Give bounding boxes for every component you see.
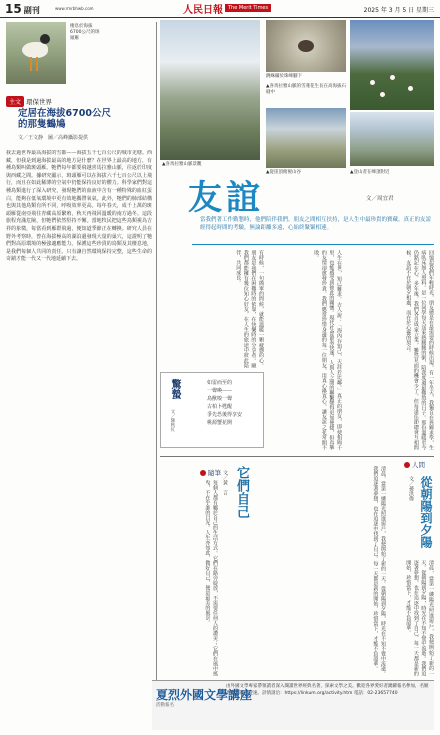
article-byline: 文／王文静 圖／高峰攝影提供	[18, 135, 89, 141]
issue-date: 2025 年 3 月 5 日 星期三	[363, 7, 434, 14]
essay-byline-2: 文／孫洪偉	[408, 476, 414, 501]
friendship-column-1: 回憶起我們年輕時光，朋友總是在最需要的時候出現。有一年冬天，我獨自在異鄉求學，生病臥床無人照料。是一位同學每天送來熱騰騰的粥，陪我度過最難熬的日子。那份溫暖至今仍銘記在心。多年後，我們各自成家立業，雖然見面的機會少了，但每逢佳節總會互相問候。友誼不在於朝夕相處，而在於心靈的契合。	[405, 250, 434, 450]
spider-caption: 跳蛛攝於珠峰腳下	[266, 74, 302, 79]
article-body: 我去過世界最高海拔的雪都——海拔五千七百公尺的城市羌塘。西藏，但我是到過海拔最高的地方是什麼？在世界上最高的地方，有種鳥類叫做斑頭雁。牠們每年都要飛越喜馬拉雅山脈，往返於印度與西藏之間。據研究顯示，斑頭雁可以在海拔六千七百公尺以上飛行，而且在如此稀薄的空氣中仍能保持良好的體力。科學家們對這種鳥類進行了深入研究，發現牠們的血液中含有一種特殊的血紅蛋白，能夠在低氧環境中更有效地攜帶氧氣。此外，牠們的肺部結構也與其他鳥類有所不同，呼吸效率更高。每年春天，成千上萬的斑頭雁從南亞飛往青藏高原繁殖，秋天再飛回溫暖的南方過冬。這段旅程充滿危險，但牠們依然堅持不懈。當地牧民把這些鳥類視為吉祥的象徵，每當看到雁群飛過，便知道季節正在轉換。研究人員在野外考察時，曾在海拔極高的湖泊邊發現大量的巢穴，這證明了牠們對高原環境的極強適應能力。保護這些珍貴的鳥類及其棲息地，是我們每個人共同的責任。只有讓自然環境保持完整，這些生命的奇蹟才能一代又一代地延續下去。	[6, 150, 152, 263]
brand-name-en: The Merit Times	[225, 4, 271, 12]
notes-dot-icon	[200, 470, 206, 476]
article-headline: 定居在海拔6700公尺 的那隻鶴鳩	[18, 108, 111, 130]
site-url[interactable]: www.rmrbhwb.com	[55, 6, 94, 11]
poem-title: 驚蟄	[169, 379, 180, 399]
poem-box	[160, 372, 264, 448]
event-details: 由外國文學專家帶領讀者深入閱讀世界經典名著，探索文學之美。歡迎各界愛好者踴躍報名參加，名額有限，報名從速。詳情請洽：https://linkum.org/activity.htm 電話：02-23657740	[226, 684, 429, 696]
page-number: 15 副刊	[5, 2, 40, 16]
hiker-caption: ▲登山者在峰頂附近	[350, 170, 390, 175]
event-title: 夏烈外國文學講座	[156, 688, 253, 702]
cliff-photo	[350, 112, 434, 166]
page-kind: 副刊	[23, 6, 40, 15]
snow-lotus-photo	[350, 20, 434, 110]
friendship-divider	[192, 244, 434, 245]
middle-essay-body: 清晨，當第一縷陽光照進窗戶，我便開始了新的一天。從朝陽到夕陽，時光在不知不覺中流逝。我們追逐著夢想，也在追逐中找到了自己。每一天都是新的開始，珍惜當下，才能不負韶華。	[372, 466, 386, 676]
brand-name-cn: 人民日報	[183, 4, 223, 16]
essay-title-1: 它們自己	[234, 466, 249, 518]
spider-photo	[266, 20, 346, 72]
friendship-column-3: 有時候，一句簡單的問候，就能溫暖一顆疲憊的心。朋友是我們在困難時的依靠，在快樂時的分享者。願我們都能擁有幾位知心好友，在人生的旅途中彼此陪伴，共同成長。	[235, 250, 264, 368]
masthead	[0, 0, 440, 18]
event-subtitle: 活動報名	[156, 703, 174, 708]
bird-photo-caption: 棲息於海拔6700公尺的斑頭雁	[70, 24, 100, 41]
valley-caption: ▲喜馬拉雅山脈景觀	[162, 162, 202, 167]
notes-body: 每個人都有屬於自己的生活方式。它們在路旁綻放，不需要任何人的讚美；它們在風中搖曳，不在乎誰的目光。人生亦如此，做好自己，便是最美的風景。	[204, 480, 218, 676]
brand-logo	[183, 1, 271, 15]
poem-byline: 文／陳秋紅	[170, 409, 175, 432]
section-badge: 主文	[6, 96, 24, 107]
right-essay-body: 清晨，當第一縷陽光照進窗戶，我便開始了新的一天。從朝陽到夕陽，時光在不知不覺中流逝。我們追逐著夢想，也在追逐中找到了自己。每一天都是新的開始，珍惜當下，才能不負韶華。	[405, 560, 434, 676]
poem-lines: 如雷而至的 一聲喚—— 鳥獸嗅一聲 古柏卜甦醒 爭先恐後得享安 桃源蟹花開	[207, 380, 243, 426]
friendship-title: 友誼	[188, 178, 264, 218]
friendship-lead: 當我們著工作勤懇時，他們陪伴我們。朋友之間相互扶持，是人生中最珍貴的寶藏。真正的友誼經得起時間的考驗，無論距離多遠，心始終緊緊相連。	[200, 217, 432, 231]
friendship-byline: 文／周宜君	[366, 196, 394, 202]
section-tag	[6, 96, 52, 107]
world-tag: 人間	[404, 460, 425, 469]
mountain-valley-photo	[160, 20, 260, 160]
section-divider	[160, 456, 434, 457]
column-divider	[156, 22, 157, 730]
cliff-caption: ▲從崖頂俯視山谷	[266, 170, 301, 175]
notes-tag: 隨筆	[200, 468, 221, 477]
hiker-photo	[266, 108, 346, 168]
essay-byline-1: 文／黃 言	[222, 470, 228, 495]
essay-title-2: 從朝陽到夕陽	[419, 476, 433, 548]
world-dot-icon	[404, 462, 410, 468]
flowers-caption: ▲喜馬拉雅山脈的雪蓮花生長在高海拔石縫中	[266, 84, 346, 95]
bar-headed-goose-photo	[6, 22, 66, 84]
friendship-column-2: 人生在世，知己難求。古人說：「海內存知己，天涯若比鄰。」真正的朋友，即使相隔千里，也能感受到彼此的關懷。現代社會節奏快速，人與人之間的聯繫變得更加便捷，但真摯的友情卻愈發珍貴。我們應當珍惜身邊的每一位朋友，用真心換真心，讓友誼之花常開不敗。	[313, 250, 342, 450]
section-label: 環保世界	[26, 98, 53, 106]
